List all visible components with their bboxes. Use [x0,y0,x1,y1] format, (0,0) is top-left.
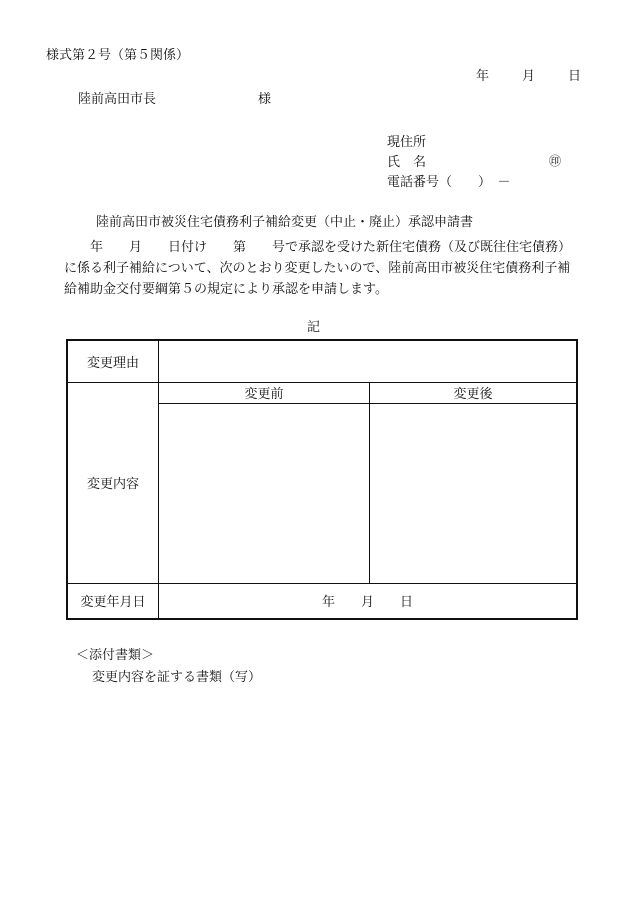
application-date [476,69,581,85]
body-text: 年 月 日付け 第 号で承認を受けた新住宅債務（及び既往住宅債務）に係る利子補給について、次のとおり変更したいので、陸前高田市被災住宅債務利子補給補助金交付要綱第５の規定により承認を申請します。 [64,240,572,297]
applicant-block [387,133,562,193]
before-header: 変更前 [159,382,370,403]
addressee-name: 陸前高田市長 [78,92,157,107]
address-label: 現住所 [387,135,427,150]
date-year: 年 [476,69,490,84]
change-record-table [66,339,578,620]
name-label: 氏 名 [387,155,427,170]
content-label: 変更内容 [67,382,159,583]
date-day: 日 [568,69,582,84]
date-month: 月 [522,69,536,84]
reason-label: 変更理由 [67,340,159,382]
attachments-heading: ＜添付書類＞ [76,648,155,663]
after-header: 変更後 [370,382,578,403]
after-cell [370,403,578,583]
change-date-value: 年 月 日 [159,583,578,619]
addressee-suffix: 様 [258,92,272,107]
change-date-label: 変更年月日 [67,583,159,619]
addressee [78,92,272,108]
phone-label: 電話番号（ ） － [387,175,511,190]
attachment-item: 変更内容を証する書類（写） [92,670,262,685]
document-title: 陸前高田市被災住宅債務利子補給変更（中止・廃止）承認申請書 [96,215,474,230]
before-cell [159,403,370,583]
form-number: 様式第２号（第５関係） [46,48,190,63]
reason-cell [159,340,578,382]
attachments [76,645,261,689]
seal-mark: ㊞ [549,154,562,168]
ki-heading: 記 [307,320,321,335]
